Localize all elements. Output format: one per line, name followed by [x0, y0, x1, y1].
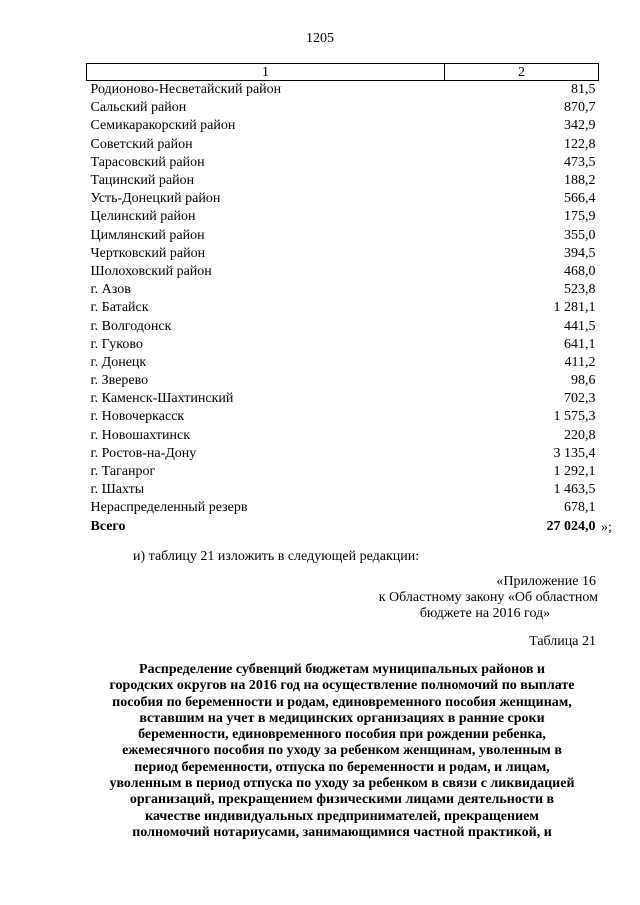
heading-line: организаций, прекращением физическими лицами деятельности в [129, 792, 555, 808]
page-number: 1205 [306, 31, 334, 46]
total-value: 27 024,0 [546, 518, 596, 534]
table-row [87, 227, 599, 245]
heading-line: уволенным в период отпуска по уходу за ребенком в связи с ликвидацией [109, 776, 575, 792]
heading-line: пособия по беременности и родам, единовременного пособия женщинам, [112, 694, 572, 710]
subvention-amount: 641,1 [564, 336, 596, 352]
municipality-name: Тарасовский район [90, 154, 205, 170]
table-row [87, 117, 599, 135]
subvention-table [86, 63, 599, 536]
heading-line: Распределение субвенций бюджетам муниципальных районов и [139, 662, 545, 677]
municipality-name: г. Батайск [90, 300, 149, 316]
total-label: Всего [90, 518, 126, 534]
table-row [87, 499, 599, 517]
table-heading [86, 662, 598, 841]
subvention-amount: 870,7 [564, 100, 596, 116]
subvention-amount: 1 281,1 [553, 300, 596, 316]
municipality-name: Усть-Донецкий район [90, 191, 221, 207]
table-row [87, 99, 599, 117]
municipality-name: г. Новошахтинск [90, 427, 191, 443]
table-row [87, 463, 599, 481]
subvention-amount: 175,9 [564, 209, 596, 225]
subvention-amount: 411,2 [564, 354, 596, 370]
table-row [87, 372, 599, 390]
municipality-name: Родионово-Несветайский район [90, 82, 282, 98]
municipality-name: г. Зверево [90, 373, 149, 389]
subvention-amount: 98,6 [571, 373, 596, 389]
subvention-amount: 468,0 [564, 263, 596, 279]
municipality-name: г. Гуково [90, 336, 143, 352]
municipality-name: г. Азов [90, 282, 131, 298]
column-header-2: 2 [445, 64, 599, 81]
table-row [87, 136, 599, 154]
municipality-name: г. Донецк [90, 354, 147, 370]
municipality-name: Чертковский район [90, 245, 206, 261]
subvention-amount: 566,4 [564, 191, 596, 207]
table-header-row [87, 64, 599, 81]
table-row [87, 245, 599, 263]
heading-line: ежемесячного пособия по уходу за ребенком женщинам, уволенным в [122, 743, 562, 759]
municipality-name: г. Каменск-Шахтинский [90, 391, 234, 407]
appendix-line-3: бюджете на 2016 год» [419, 606, 551, 621]
subvention-amount: 1 575,3 [553, 409, 596, 425]
subvention-amount: 3 135,4 [553, 445, 596, 461]
table-row [87, 190, 599, 208]
municipality-name: Шолоховский район [90, 263, 212, 279]
subvention-amount: 1 292,1 [553, 464, 596, 480]
municipality-name: г. Волгодонск [90, 318, 172, 334]
table-row [87, 299, 599, 317]
heading-line: беременности, единовременного пособия при рождении ребенка, [138, 727, 546, 743]
appendix-line-1: «Приложение 16 [496, 574, 596, 589]
table-row [87, 263, 599, 281]
table-row [87, 354, 599, 372]
table-row [87, 427, 599, 445]
subvention-amount: 394,5 [564, 245, 596, 261]
subvention-amount: 355,0 [564, 227, 596, 243]
municipality-name: г. Шахты [90, 482, 145, 498]
table-body [87, 81, 599, 536]
municipality-name: Тацинский район [90, 173, 195, 189]
heading-line: качестве индивидуальных предпринимателей, прекращением [145, 808, 539, 824]
table-row [87, 317, 599, 335]
table-row [87, 408, 599, 426]
municipality-name: Сальский район [90, 100, 187, 116]
table-row [87, 481, 599, 499]
table-row [87, 81, 599, 100]
municipality-name: Цимлянский район [90, 227, 205, 243]
table-row [87, 208, 599, 226]
table-row [87, 390, 599, 408]
subvention-amount: 122,8 [564, 136, 596, 152]
municipality-name: г. Ростов-на-Дону [90, 445, 197, 461]
subvention-amount: 678,1 [564, 500, 596, 516]
appendix-line-2: к Областному закону «Об областном [378, 590, 598, 605]
table-label: Таблица 21 [529, 634, 596, 649]
table-row [87, 336, 599, 354]
table-row [87, 172, 599, 190]
municipality-name: Семикаракорский район [90, 118, 236, 134]
table-row [87, 445, 599, 463]
municipality-name: Советский район [90, 136, 193, 152]
table-row [87, 281, 599, 299]
heading-line: период беременности, отпуска по беременности и родам, и лицам, [134, 759, 550, 775]
instruction-text: и) таблицу 21 изложить в следующей редакции: [133, 549, 420, 564]
subvention-amount: 441,5 [564, 318, 596, 334]
municipality-name: г. Новочеркасск [90, 409, 185, 425]
subvention-amount: 188,2 [564, 173, 596, 189]
heading-line: городских округов на 2016 год на осуществление полномочий по выплате [109, 678, 575, 694]
subvention-amount: 342,9 [564, 118, 596, 134]
subvention-amount: 220,8 [564, 427, 596, 443]
subvention-amount: 523,8 [564, 282, 596, 298]
table-row [87, 154, 599, 172]
subvention-amount: 473,5 [564, 154, 596, 170]
table-total-row [87, 518, 599, 536]
subvention-amount: 81,5 [571, 82, 596, 98]
heading-line: полномочий нотариусами, занимающимися частной практикой, и [132, 824, 552, 840]
municipality-name: Нераспределенный резерв [90, 500, 248, 516]
municipality-name: Целинский район [90, 209, 196, 225]
column-header-1: 1 [87, 64, 445, 81]
municipality-name: г. Таганрог [90, 464, 156, 480]
subvention-amount: 1 463,5 [553, 482, 596, 498]
subvention-amount: 702,3 [564, 391, 596, 407]
appendix-reference [300, 574, 600, 622]
heading-line: вставшим на учет в медицинских организациях в ранние сроки [139, 710, 545, 726]
total-closing-quote: »; [601, 520, 612, 535]
